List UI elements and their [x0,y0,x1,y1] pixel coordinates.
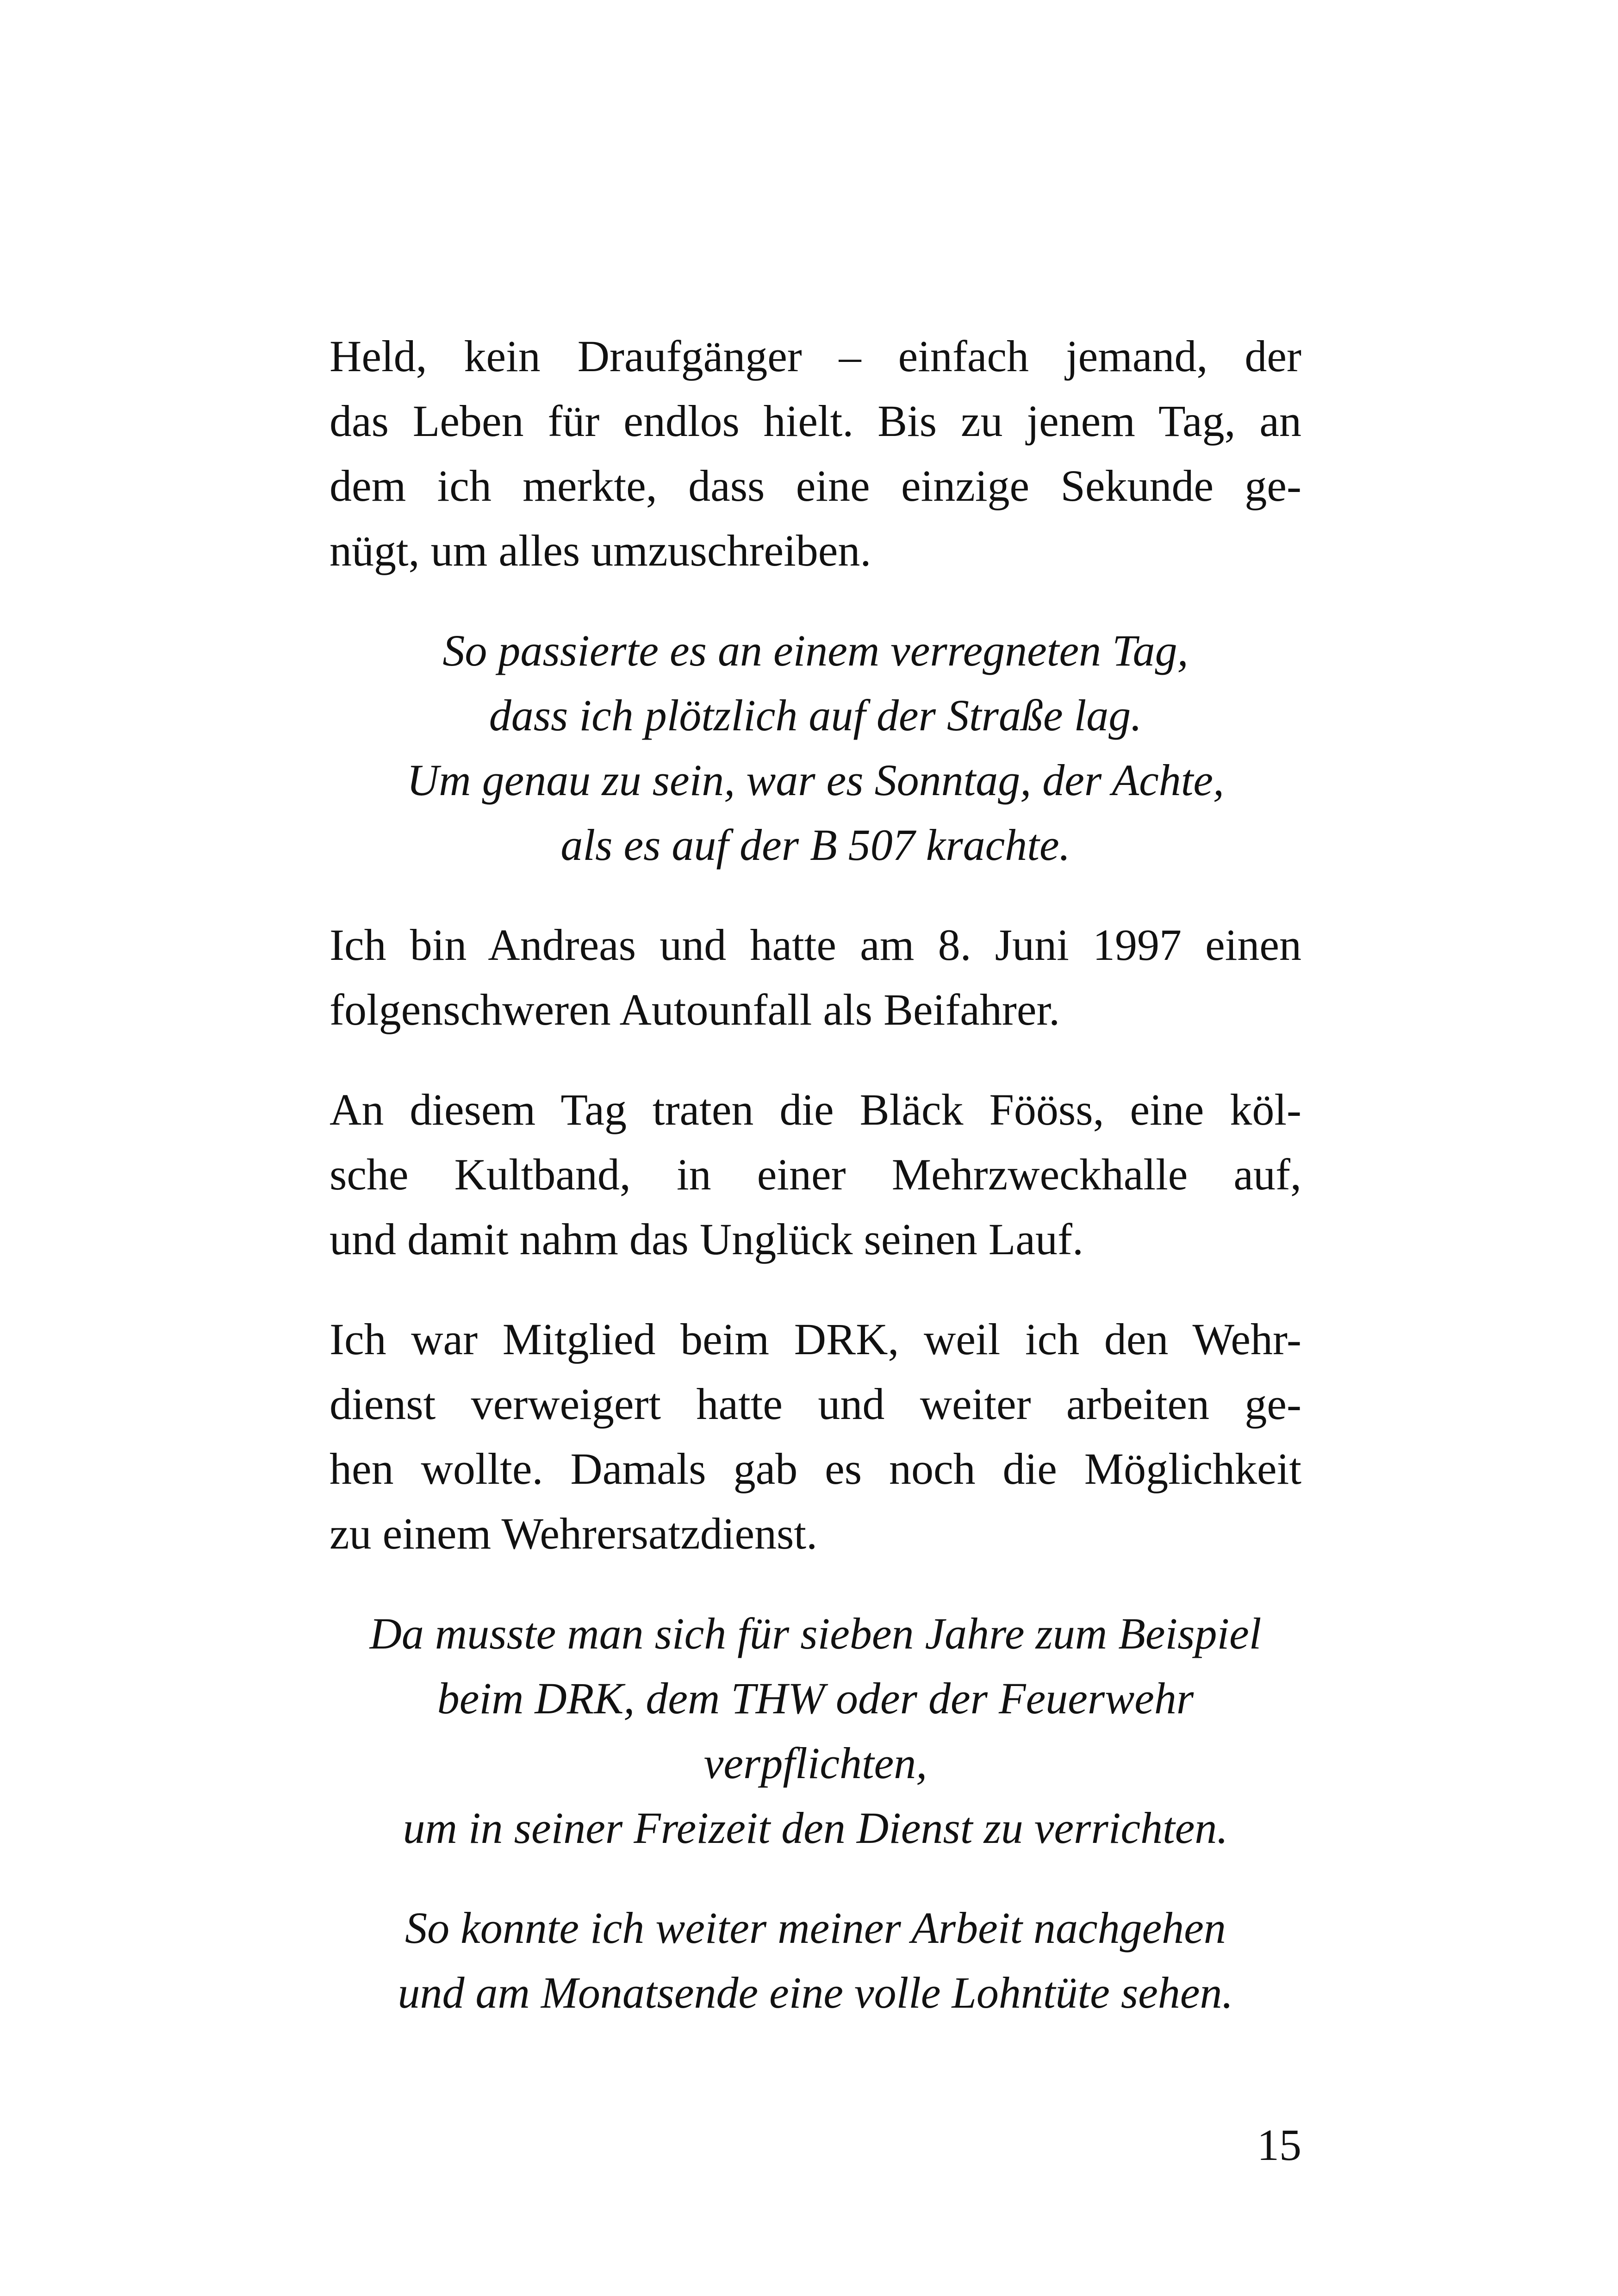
text-line: das Leben für endlos hielt. Bis zu jenem Tag, an [330,396,1301,446]
text-line: Ich bin Andreas und hatte am 8. Juni 1997 einen [330,920,1301,970]
paragraph [330,1307,1301,1566]
text-line: Held, kein Draufgänger – einfach jemand, der [330,331,1301,381]
verse-line: So passierte es an einem verregneten Tag, [442,626,1189,675]
text-line: nügt, um alles umzuschreiben. [330,526,871,575]
text-line: An diesem Tag traten die Bläck Fööss, eine köl- [330,1085,1301,1134]
paragraph [330,1077,1301,1272]
paragraph [330,324,1301,583]
verse-stanza [330,1896,1301,2025]
verse-stanza [330,1601,1301,1860]
text-line: hen wollte. Damals gab es noch die Möglichkeit [330,1444,1301,1493]
text-line: dem ich merkte, dass eine einzige Sekunde ge- [330,461,1301,510]
paragraph [330,913,1301,1042]
verse-line: Da musste man sich für sieben Jahre zum Beispiel [369,1609,1262,1658]
verse-stanza [330,618,1301,877]
verse-line: So konnte ich weiter meiner Arbeit nachgehen [405,1903,1226,1953]
text-line: folgenschweren Autounfall als Beifahrer. [330,985,1060,1034]
text-line: dienst verweigert hatte und weiter arbeiten ge- [330,1379,1301,1429]
verse-line: um in seiner Freizeit den Dienst zu verrichten. [403,1803,1228,1853]
verse-line: Um genau zu sein, war es Sonntag, der Achte, [406,755,1225,805]
page-number: 15 [1257,2120,1301,2170]
verse-line: verpflichten, [703,1738,927,1788]
text-line: zu einem Wehrersatzdienst. [330,1509,818,1558]
verse-line: und am Monatsende eine volle Lohntüte sehen. [398,1968,1233,2017]
text-line: und damit nahm das Unglück seinen Lauf. [330,1214,1083,1264]
text-line: sche Kultband, in einer Mehrzweckhalle auf, [330,1150,1301,1199]
verse-line: beim DRK, dem THW oder der Feuerwehr [437,1674,1194,1723]
body-text [330,324,1301,2060]
verse-line: dass ich plötzlich auf der Straße lag. [489,691,1142,740]
text-line: Ich war Mitglied beim DRK, weil ich den Wehr- [330,1314,1301,1364]
verse-line: als es auf der B 507 krachte. [560,820,1070,870]
